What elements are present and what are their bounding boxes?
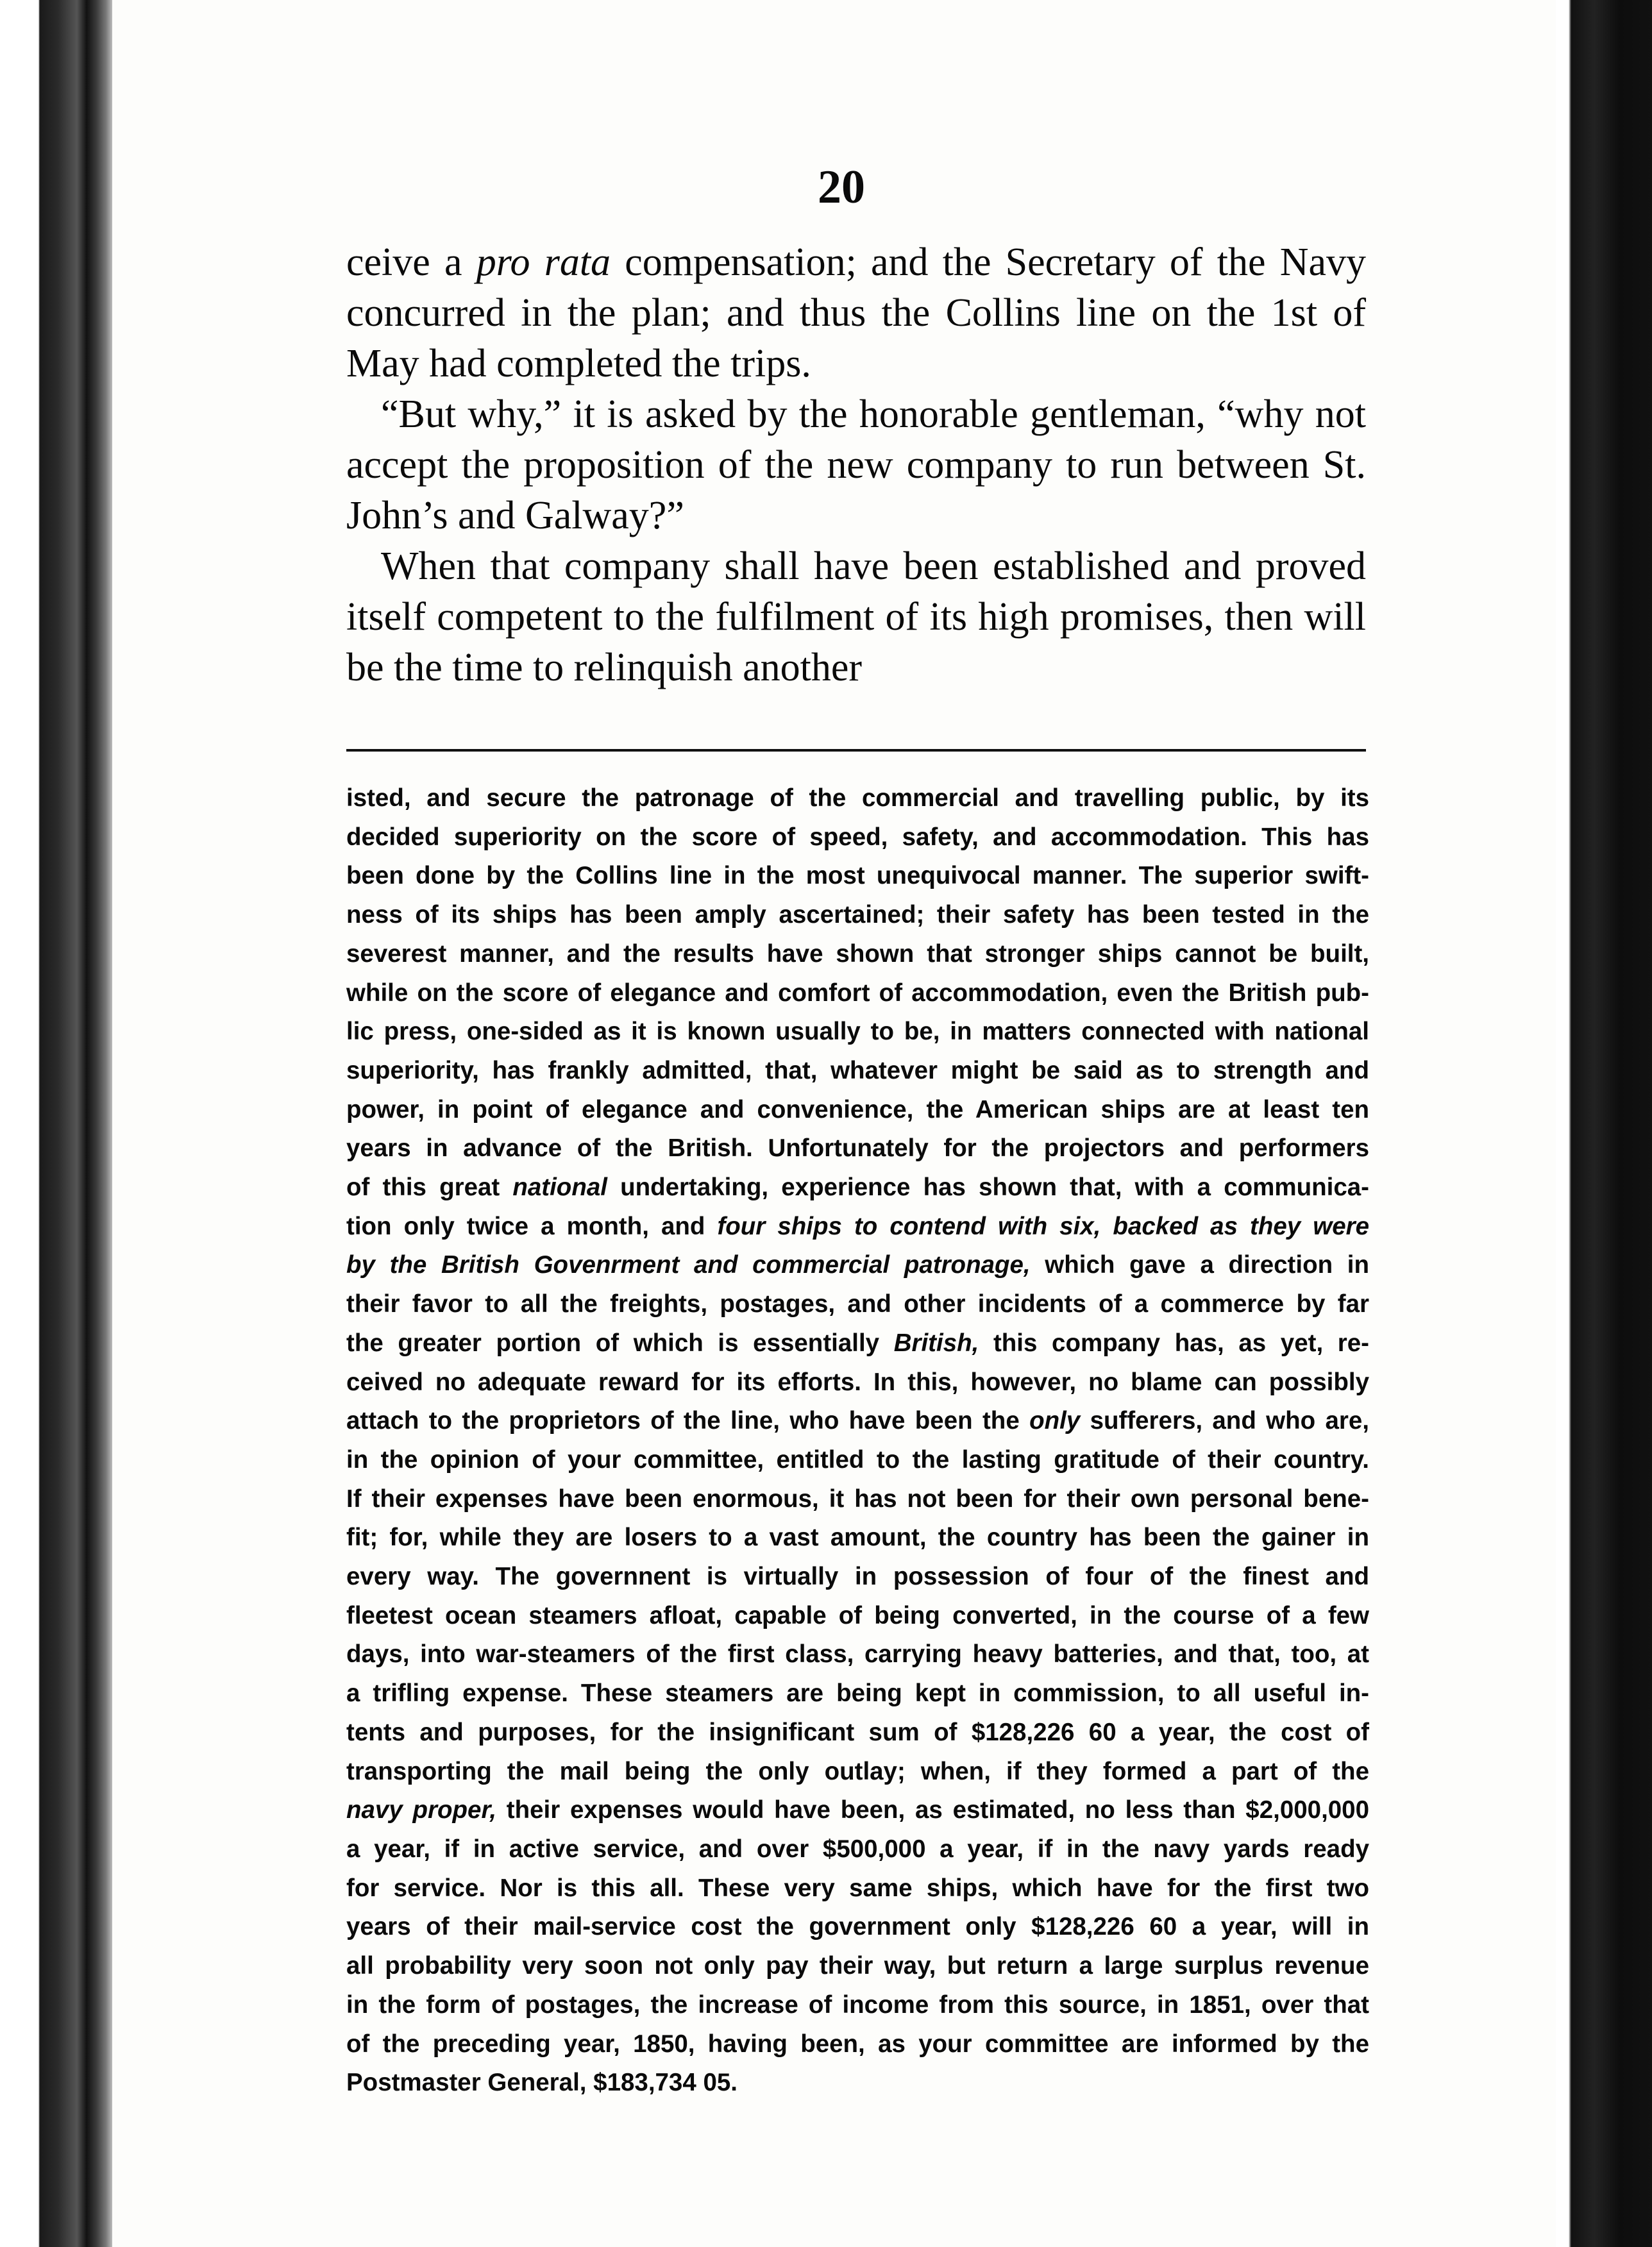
footnote-line: severest manner, and the results have shown that stronger ships cannot be built, [346,939,1369,968]
paragraph-2: “But why,” it is asked by the honorable gentleman, “why not accept the proposition of the new company to run between St. John’s and Galway?” [346,392,1366,537]
scan-left-edge [0,0,112,2247]
footnote-line: their favor to all the freights, postages, and other incidents of a commerce by far [346,1290,1369,1318]
footnote-line: If their expenses have been enormous, it has not been for their own personal bene- [346,1485,1369,1513]
footnote-divider [346,749,1366,752]
footnote-line: ness of its ships has been amply ascertained; their safety has been tested in the [346,901,1369,929]
footnote-line: fit; for, while they are losers to a vast amount, the country has been the gainer in [346,1524,1369,1552]
footnote [346,779,1369,2103]
footnote-line: years in advance of the British. Unfortunately for the projectors and performers [346,1134,1369,1163]
footnote-line: of this great national undertaking, experience has shown that, with a communica- [346,1174,1369,1202]
footnote-line: decided superiority on the score of speed, safety, and accommodation. This has [346,823,1369,851]
footnote-line: navy proper, their expenses would have been, as estimated, no less than $2,000,000 [346,1796,1369,1824]
footnote-line: isted, and secure the patronage of the commercial and travelling public, by its [346,784,1369,812]
footnote-line: of the preceding year, 1850, having been, as your committee are informed by the [346,2030,1369,2058]
paragraph-1: ceive a pro rata compensation; and the Secretary of the Navy concurred in the plan; and thus the Collins line on the 1st of May had completed the trips. [346,240,1366,385]
scan-right-edge [1556,0,1652,2247]
footnote-line: for service. Nor is this all. These very same ships, which have for the first two [346,1874,1369,1902]
footnote-line: been done by the Collins line in the most unequivocal manner. The superior swift- [346,862,1369,890]
footnote-line: in the form of postages, the increase of income from this source, in 1851, over that [346,1990,1369,2019]
footnote-line: fleetest ocean steamers afloat, capable of being converted, in the course of a few [346,1601,1369,1629]
footnote-line: days, into war-steamers of the first class, carrying heavy batteries, and that, too, at [346,1640,1369,1669]
paragraph-3: When that company shall have been established and proved itself competent to the fulfilment of its high promises, then will be the time to relinquish another [346,544,1366,689]
footnote-line: ceived no adequate reward for its efforts. In this, however, no blame can possibly [346,1368,1369,1396]
footnote-line: years of their mail-service cost the government only $128,226 60 a year, will in [346,1913,1369,1941]
footnote-line: every way. The governnent is virtually in possession of four of the finest and [346,1563,1369,1591]
footnote-line: all probability very soon not only pay their way, but return a large surplus revenue [346,1952,1369,1980]
footnote-line: in the opinion of your committee, entitled to the lasting gratitude of their country. [346,1445,1369,1474]
footnote-line: transporting the mail being the only outlay; when, if they formed a part of the [346,1757,1369,1785]
footnote-line: superiority, has frankly admitted, that, whatever might be said as to strength and [346,1056,1369,1084]
footnote-line: while on the score of elegance and comfort of accommodation, even the British pub- [346,979,1369,1007]
footnote-line: attach to the proprietors of the line, who have been the only sufferers, and who are, [346,1407,1370,1435]
footnote-line: the greater portion of which is essentially British, this company has, as yet, re- [346,1329,1369,1357]
page-number: 20 [818,161,865,214]
footnote-line: by the British Govenrment and commercial patronage, which gave a direction in [346,1251,1369,1279]
italic-phrase: pro rata [476,240,611,284]
footnote-line: a year, if in active service, and over $500,000 a year, if in the navy yards ready [346,1835,1369,1863]
footnote-line: tents and purposes, for the insignificant sum of $128,226 60 a year, the cost of [346,1718,1369,1746]
footnote-line: lic press, one-sided as it is known usually to be, in matters connected with national [346,1018,1369,1046]
footnote-line: power, in point of elegance and convenience, the American ships are at least ten [346,1095,1369,1124]
footnote-line: Postmaster General, $183,734 05. [346,2069,738,2097]
footnote-line: a trifling expense. These steamers are being kept in commission, to all useful in- [346,1679,1369,1708]
footnote-line: tion only twice a month, and four ships to contend with six, backed as they were [346,1212,1369,1240]
body-text [346,237,1366,693]
